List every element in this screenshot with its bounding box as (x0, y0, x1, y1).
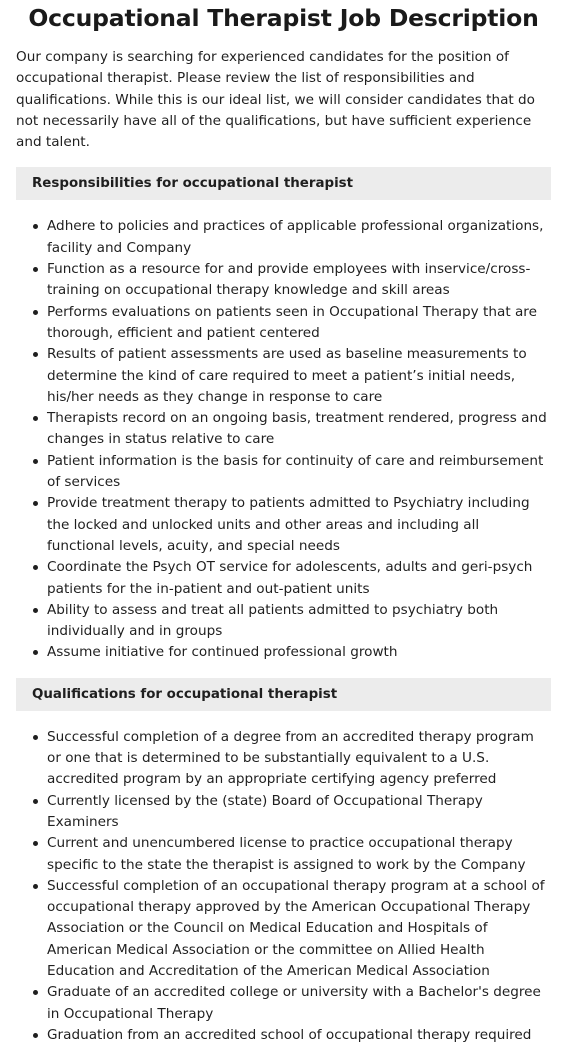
list-item: Successful completion of an occupational therapy program at a school of occupational therapy approved by the American Occupational Therapy Association or the Council on Medical Education and Hospitals of American Medical Association or the committee on Allied Health Education and Accreditation of the American Medical Association (47, 876, 551, 982)
list-item: Coordinate the Psych OT service for adolescents, adults and geri-psych patients for the in-patient and out-patient units (47, 557, 551, 600)
qualifications-list (16, 727, 551, 1046)
list-item: Assume initiative for continued professional growth (47, 642, 551, 663)
list-item: Performs evaluations on patients seen in Occupational Therapy that are thorough, efficient and patient centered (47, 302, 551, 345)
page-title: Occupational Therapist Job Description (28, 4, 539, 32)
list-item: Adhere to policies and practices of applicable professional organizations, facility and Company (47, 216, 551, 259)
list-item: Successful completion of a degree from an accredited therapy program or one that is determined to be substantially equivalent to a U.S. accredited program by an appropriate certifying agency preferred (47, 727, 551, 791)
list-item: Patient information is the basis for continuity of care and reimbursement of services (47, 451, 551, 494)
intro-paragraph: Our company is searching for experienced candidates for the position of occupational therapist. Please review the list of responsibilities and qualifications. While this is our ideal list, we will consider candidates that do not necessarily have all of the qualifications, but have sufficient experience and talent. (16, 49, 535, 151)
responsibilities-heading: Responsibilities for occupational therapist (16, 167, 551, 200)
list-item: Provide treatment therapy to patients admitted to Psychiatry including the locked and unlocked units and other areas and including all functional levels, acuity, and special needs (47, 493, 551, 557)
list-item: Current and unencumbered license to practice occupational therapy specific to the state the therapist is assigned to work by the Company (47, 833, 551, 876)
list-item: Graduation from an accredited school of occupational therapy required (47, 1025, 551, 1046)
list-item: Therapists record on an ongoing basis, treatment rendered, progress and changes in status relative to care (47, 408, 551, 451)
list-item: Currently licensed by the (state) Board of Occupational Therapy Examiners (47, 791, 551, 834)
list-item: Results of patient assessments are used as baseline measurements to determine the kind of care required to meet a patient’s initial needs, his/her needs as they change in response to care (47, 344, 551, 408)
list-item: Ability to assess and treat all patients admitted to psychiatry both individually and in groups (47, 600, 551, 643)
qualifications-heading: Qualifications for occupational therapist (16, 678, 551, 711)
responsibilities-list (16, 216, 551, 663)
list-item: Function as a resource for and provide employees with inservice/cross-training on occupational therapy knowledge and skill areas (47, 259, 551, 302)
list-item: Graduate of an accredited college or university with a Bachelor's degree in Occupational Therapy (47, 982, 551, 1025)
